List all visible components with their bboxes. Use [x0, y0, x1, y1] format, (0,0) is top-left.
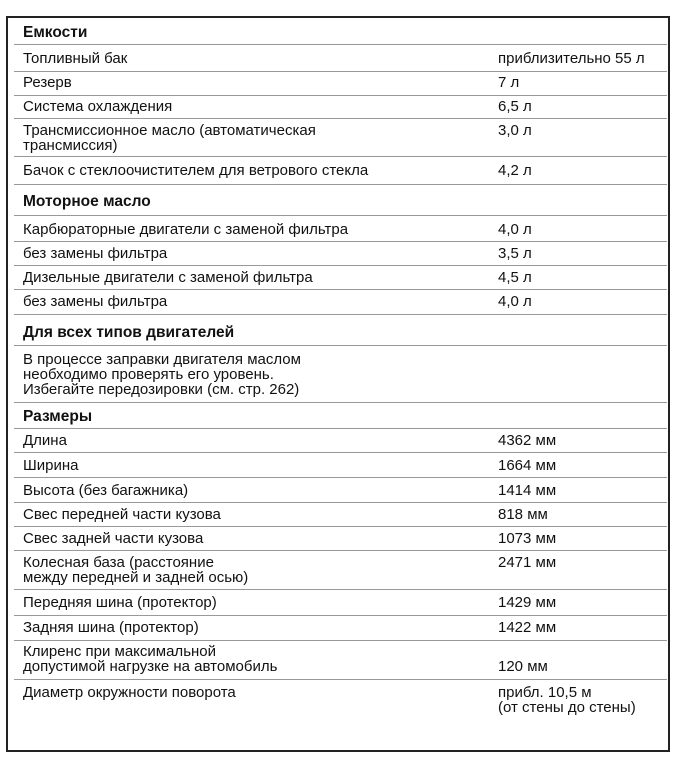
row-label: Диаметр окружности поворота	[23, 684, 236, 701]
divider	[14, 477, 667, 478]
divider	[14, 452, 667, 453]
row-value-line1: прибл. 10,5 м	[498, 684, 592, 701]
row-label: без замены фильтра	[23, 245, 168, 262]
row-value: 3,5 л	[498, 245, 532, 262]
row-value: 1073 мм	[498, 530, 557, 547]
note-line: необходимо проверять его уровень.	[23, 366, 274, 383]
row-value: 6,5 л	[498, 98, 532, 115]
divider	[14, 679, 667, 680]
row-label: Резерв	[23, 74, 72, 91]
row-value: 1414 мм	[498, 482, 557, 499]
divider	[14, 44, 667, 45]
row-label: Ширина	[23, 457, 79, 474]
divider	[14, 71, 667, 72]
table-row	[23, 685, 668, 719]
divider	[14, 184, 667, 185]
note-line: Избегайте передозировки (см. стр. 262)	[23, 381, 300, 398]
divider	[14, 345, 667, 346]
row-value: 4362 мм	[498, 432, 557, 449]
table-row	[23, 555, 668, 587]
divider	[14, 289, 667, 290]
row-label-line1: Колесная база (расстояние	[23, 554, 214, 571]
section-title-capacities: Емкости	[23, 24, 88, 41]
divider	[14, 265, 667, 266]
row-label-line2: допустимой нагрузке на автомобиль	[23, 658, 278, 675]
row-label: Карбюраторные двигатели с заменой фильтра	[23, 221, 349, 238]
row-label: Задняя шина (протектор)	[23, 619, 199, 636]
row-label: Высота (без багажника)	[23, 482, 189, 499]
row-value: 4,0 л	[498, 293, 532, 310]
row-label: Бачок с стеклоочистителем для ветрового стекла	[23, 162, 369, 179]
row-value: 120 мм	[498, 658, 548, 675]
row-value: 7 л	[498, 74, 520, 91]
row-label: Дизельные двигатели с заменой фильтра	[23, 269, 313, 286]
section-title-all-engines: Для всех типов двигателей	[23, 324, 235, 341]
row-value: 2471 мм	[498, 554, 557, 571]
row-label: Свес задней части кузова	[23, 530, 204, 547]
row-value: приблизительно 55 л	[498, 50, 645, 67]
divider	[14, 95, 667, 96]
divider	[14, 502, 667, 503]
row-label-line2: между передней и задней осью)	[23, 569, 249, 586]
row-label: Передняя шина (протектор)	[23, 594, 217, 611]
row-value-line2: (от стены до стены)	[498, 699, 636, 716]
divider	[14, 550, 667, 551]
row-value: 3,0 л	[498, 122, 532, 139]
row-label: Свес передней части кузова	[23, 506, 221, 523]
row-label: без замены фильтра	[23, 293, 168, 310]
row-label-line1: Клиренс при максимальной	[23, 643, 217, 660]
note-line: В процессе заправки двигателя маслом	[23, 351, 301, 368]
row-label: Топливный бак	[23, 50, 128, 67]
row-label: Система охлаждения	[23, 98, 173, 115]
divider	[14, 156, 667, 157]
row-value: 4,0 л	[498, 221, 532, 238]
spec-table	[6, 16, 670, 752]
row-label-line1: Трансмиссионное масло (автоматическая	[23, 122, 316, 139]
divider	[14, 241, 667, 242]
divider	[14, 428, 667, 429]
divider	[14, 615, 667, 616]
divider	[14, 589, 667, 590]
divider	[14, 640, 667, 641]
divider	[14, 526, 667, 527]
divider	[14, 402, 667, 403]
divider	[14, 314, 667, 315]
row-value: 4,5 л	[498, 269, 532, 286]
table-row	[23, 123, 668, 155]
row-label: Длина	[23, 432, 67, 449]
row-value: 818 мм	[498, 506, 548, 523]
divider	[14, 118, 667, 119]
row-value: 1664 мм	[498, 457, 557, 474]
divider	[14, 215, 667, 216]
row-label-line2: трансмиссия)	[23, 137, 118, 154]
table-row	[23, 644, 668, 678]
row-value: 1429 мм	[498, 594, 557, 611]
row-value: 4,2 л	[498, 162, 532, 179]
section-title-engine-oil: Моторное масло	[23, 193, 151, 210]
section-title-dimensions: Размеры	[23, 408, 93, 425]
row-value: 1422 мм	[498, 619, 557, 636]
